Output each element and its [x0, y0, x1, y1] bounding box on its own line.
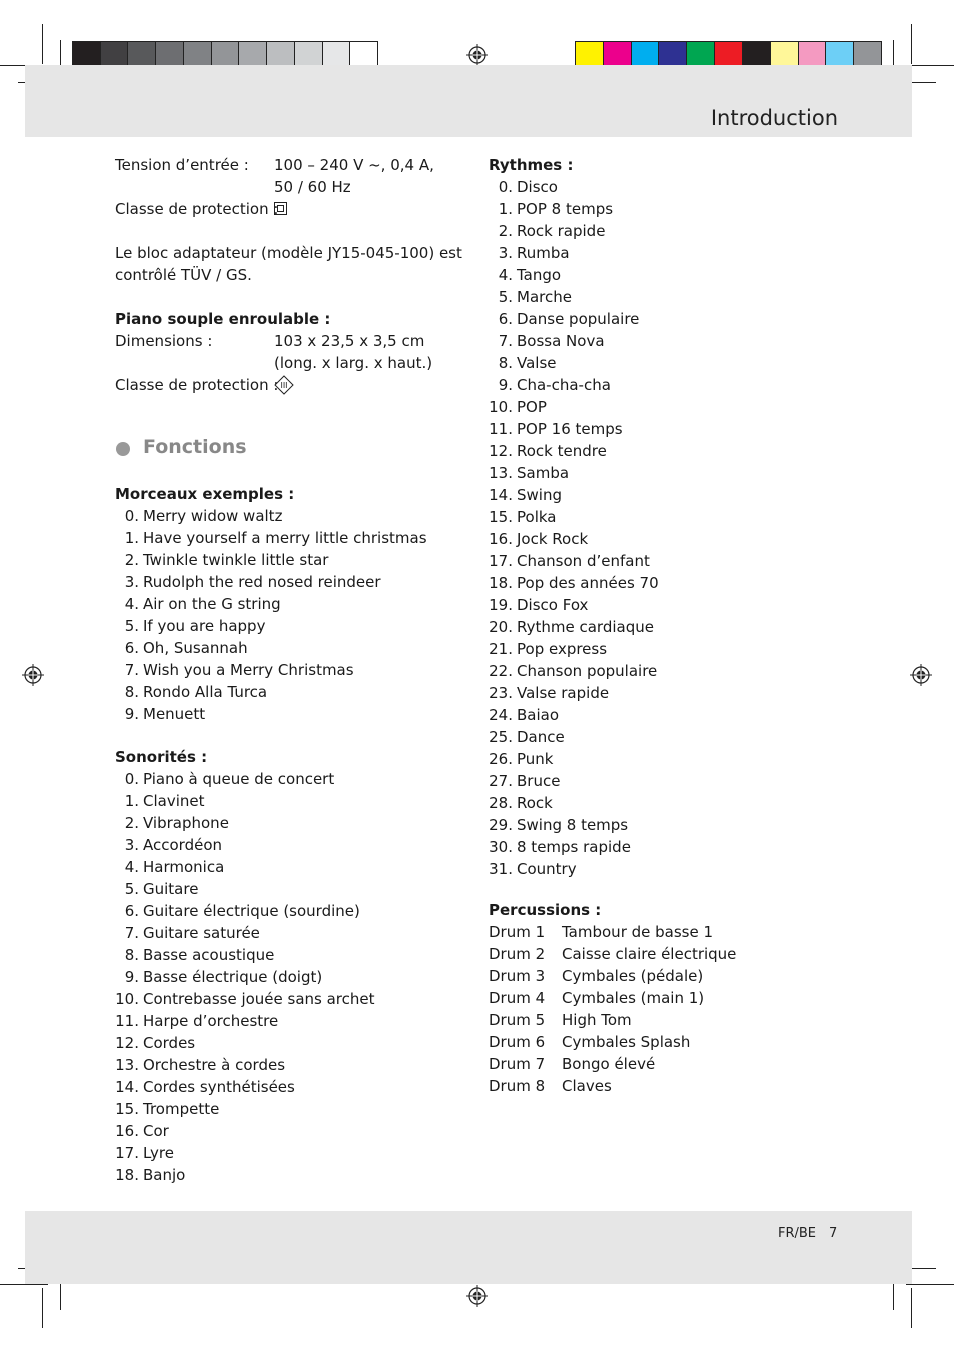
list-number: 2.: [124, 814, 139, 832]
protection-class-iii-text: III: [280, 381, 288, 390]
list-label: Clavinet: [143, 792, 205, 810]
morceau-item: [115, 637, 455, 659]
rythme-item: [489, 396, 829, 418]
list-number: 4.: [498, 266, 513, 284]
sonorite-item: [115, 922, 455, 944]
list-number: 24.: [489, 706, 513, 724]
list-number: 17.: [489, 552, 513, 570]
morceau-item: [115, 549, 455, 571]
color-swatch: [687, 42, 715, 67]
list-label: 8 temps rapide: [517, 838, 631, 856]
gray-swatch: [73, 42, 101, 67]
color-swatch: [659, 42, 687, 67]
list-label: Basse électrique (doigt): [143, 968, 323, 986]
protection-class-ii-icon: [274, 198, 287, 220]
list-number: 6.: [124, 902, 139, 920]
rythmes-heading: Rythmes :: [489, 156, 574, 174]
list-number: 11.: [115, 1012, 139, 1030]
dimensions-units: (long. x larg. x haut.): [274, 354, 433, 372]
list-number: 8.: [124, 683, 139, 701]
protection-class-label: Classe de protection :: [115, 200, 279, 218]
drum-label: Drum 5: [489, 1011, 546, 1029]
list-number: 5.: [124, 880, 139, 898]
rythme-item: [489, 858, 829, 880]
crop-mark: [0, 1284, 48, 1285]
footer-locale: FR/BE: [778, 1226, 817, 1241]
list-number: 9.: [124, 968, 139, 986]
page-number: 7: [829, 1226, 838, 1241]
crop-mark: [911, 24, 912, 64]
list-label: If you are happy: [143, 617, 266, 635]
list-number: 0.: [124, 770, 139, 788]
morceau-item: [115, 703, 455, 725]
gray-swatch: [184, 42, 212, 67]
list-label: Rock tendre: [517, 442, 607, 460]
list-number: 4.: [124, 595, 139, 613]
grayscale-color-bar: [72, 41, 378, 68]
rythme-item: [489, 264, 829, 286]
gray-swatch: [128, 42, 156, 67]
list-label: Contrebasse jouée sans archet: [143, 990, 375, 1008]
list-label: Bossa Nova: [517, 332, 605, 350]
crop-mark: [42, 1288, 43, 1328]
sonorite-item: [115, 790, 455, 812]
list-number: 27.: [489, 772, 513, 790]
list-number: 13.: [115, 1056, 139, 1074]
list-number: 23.: [489, 684, 513, 702]
rythme-item: [489, 616, 829, 638]
list-label: Rock rapide: [517, 222, 606, 240]
list-number: 7.: [498, 332, 513, 350]
color-swatch: [632, 42, 660, 67]
list-number: 0.: [124, 507, 139, 525]
section-bullet-icon: [116, 442, 130, 456]
list-number: 1.: [498, 200, 513, 218]
list-label: Harmonica: [143, 858, 225, 876]
list-label: Menuett: [143, 705, 206, 723]
sonorite-item: [115, 1032, 455, 1054]
sonorite-item: [115, 1142, 455, 1164]
morceaux-section: [115, 483, 455, 725]
list-number: 25.: [489, 728, 513, 746]
color-swatch: [576, 42, 604, 67]
percussions-heading: Percussions :: [489, 901, 602, 919]
dimensions-label: Dimensions :: [115, 332, 213, 350]
list-number: 9.: [498, 376, 513, 394]
sonorite-item: [115, 1164, 455, 1186]
sonorite-item: [115, 1076, 455, 1098]
list-number: 1.: [124, 792, 139, 810]
drum-sound: Cymbales Splash: [562, 1033, 691, 1051]
rythme-item: [489, 814, 829, 836]
list-number: 5.: [498, 288, 513, 306]
list-label: Samba: [517, 464, 570, 482]
sonorite-item: [115, 878, 455, 900]
protection-class-iii-icon: [274, 375, 294, 401]
drum-label: Drum 4: [489, 989, 546, 1007]
dimensions-value: 103 x 23,5 x 3,5 cm: [274, 332, 425, 350]
list-label: Vibraphone: [143, 814, 229, 832]
list-label: Disco Fox: [517, 596, 589, 614]
tension-value: 100 – 240 V ~, 0,4 A,: [274, 156, 434, 174]
percussion-item: [489, 1053, 829, 1075]
list-number: 3.: [498, 244, 513, 262]
rythme-item: [489, 506, 829, 528]
rythme-item: [489, 462, 829, 484]
list-label: Swing: [517, 486, 562, 504]
list-label: Disco: [517, 178, 558, 196]
list-number: 28.: [489, 794, 513, 812]
list-label: Chanson populaire: [517, 662, 658, 680]
list-number: 7.: [124, 924, 139, 942]
color-swatch: [799, 42, 827, 67]
morceau-item: [115, 681, 455, 703]
percussion-item: [489, 1075, 829, 1097]
sonorite-item: [115, 834, 455, 856]
drum-label: Drum 3: [489, 967, 546, 985]
list-number: 13.: [489, 464, 513, 482]
list-number: 16.: [489, 530, 513, 548]
list-label: Wish you a Merry Christmas: [143, 661, 354, 679]
drum-label: Drum 2: [489, 945, 546, 963]
gray-swatch: [239, 42, 267, 67]
rythme-item: [489, 308, 829, 330]
rythme-item: [489, 572, 829, 594]
sonorite-item: [115, 856, 455, 878]
rythme-item: [489, 374, 829, 396]
percussion-item: [489, 987, 829, 1009]
list-number: 5.: [124, 617, 139, 635]
registration-mark-icon: [22, 664, 44, 686]
list-label: Rondo Alla Turca: [143, 683, 268, 701]
list-label: Dance: [517, 728, 565, 746]
drum-sound: Cymbales (main 1): [562, 989, 705, 1007]
list-number: 22.: [489, 662, 513, 680]
list-label: Banjo: [143, 1166, 186, 1184]
rythme-item: [489, 726, 829, 748]
list-number: 11.: [489, 420, 513, 438]
morceau-item: [115, 615, 455, 637]
drum-sound: Cymbales (pédale): [562, 967, 704, 985]
list-number: 8.: [498, 354, 513, 372]
drum-sound: Caisse claire électrique: [562, 945, 737, 963]
crop-mark: [906, 65, 954, 66]
sonorite-item: [115, 812, 455, 834]
gray-swatch: [295, 42, 323, 67]
list-number: 7.: [124, 661, 139, 679]
rythme-item: [489, 176, 829, 198]
rythme-item: [489, 330, 829, 352]
list-number: 10.: [115, 990, 139, 1008]
list-label: Trompette: [143, 1100, 220, 1118]
list-number: 18.: [115, 1166, 139, 1184]
list-label: Guitare: [143, 880, 199, 898]
list-number: 29.: [489, 816, 513, 834]
list-number: 8.: [124, 946, 139, 964]
list-label: Pop des années 70: [517, 574, 659, 592]
list-number: 0.: [498, 178, 513, 196]
list-label: POP 8 temps: [517, 200, 614, 218]
rythme-item: [489, 770, 829, 792]
crop-mark: [911, 1288, 912, 1328]
color-swatch: [826, 42, 854, 67]
list-label: Guitare saturée: [143, 924, 260, 942]
rythme-item: [489, 418, 829, 440]
list-number: 4.: [124, 858, 139, 876]
page-title: Introduction: [710, 106, 838, 130]
list-number: 3.: [124, 573, 139, 591]
sonorites-heading: Sonorités :: [115, 748, 208, 766]
list-label: Chanson d’enfant: [517, 552, 650, 570]
drum-sound: High Tom: [562, 1011, 632, 1029]
list-number: 1.: [124, 529, 139, 547]
drum-sound: Claves: [562, 1077, 612, 1095]
sonorite-item: [115, 1054, 455, 1076]
adapter-note-line: Le bloc adaptateur (modèle JY15-045-100) est: [115, 244, 462, 262]
drum-label: Drum 7: [489, 1055, 546, 1073]
list-number: 18.: [489, 574, 513, 592]
morceau-item: [115, 659, 455, 681]
list-number: 10.: [489, 398, 513, 416]
drum-label: Drum 1: [489, 923, 546, 941]
specs-block: [115, 154, 462, 396]
percussion-item: [489, 965, 829, 987]
rythme-item: [489, 704, 829, 726]
morceaux-heading: Morceaux exemples :: [115, 485, 295, 503]
sonorite-item: [115, 1098, 455, 1120]
color-swatch: [604, 42, 632, 67]
protection-class-label: Classe de protection :: [115, 376, 279, 394]
drum-label: Drum 6: [489, 1033, 546, 1051]
list-label: Oh, Susannah: [143, 639, 248, 657]
list-label: Merry widow waltz: [143, 507, 283, 525]
list-label: Rythme cardiaque: [517, 618, 654, 636]
gray-swatch: [212, 42, 240, 67]
list-label: Baiao: [517, 706, 560, 724]
list-label: Pop express: [517, 640, 608, 658]
list-label: Swing 8 temps: [517, 816, 629, 834]
list-label: Basse acoustique: [143, 946, 275, 964]
drum-sound: Bongo élevé: [562, 1055, 656, 1073]
sonorite-item: [115, 988, 455, 1010]
list-label: Cordes: [143, 1034, 196, 1052]
frequency-value: 50 / 60 Hz: [274, 178, 351, 196]
morceau-item: [115, 527, 455, 549]
sonorites-section: [115, 746, 455, 1186]
color-swatch: [743, 42, 771, 67]
list-label: Country: [517, 860, 577, 878]
crop-mark: [42, 24, 43, 64]
list-label: Have yourself a merry little christmas: [143, 529, 427, 547]
drum-sound: Tambour de basse 1: [562, 923, 714, 941]
list-label: Marche: [517, 288, 572, 306]
rythme-item: [489, 836, 829, 858]
list-label: Valse: [517, 354, 557, 372]
registration-mark-icon: [910, 664, 932, 686]
rythme-item: [489, 286, 829, 308]
piano-heading: Piano souple enroulable :: [115, 310, 331, 328]
list-label: Jock Rock: [517, 530, 589, 548]
footer-band: [25, 1211, 912, 1284]
list-label: Rock: [517, 794, 553, 812]
rythme-item: [489, 660, 829, 682]
morceau-item: [115, 571, 455, 593]
rythme-item: [489, 352, 829, 374]
percussion-item: [489, 921, 829, 943]
list-number: 6.: [124, 639, 139, 657]
list-number: 30.: [489, 838, 513, 856]
list-label: Cha-cha-cha: [517, 376, 611, 394]
adapter-note-line: contrôlé TÜV / GS.: [115, 266, 252, 284]
rythme-item: [489, 220, 829, 242]
color-swatch: [771, 42, 799, 67]
list-label: Rudolph the red nosed reindeer: [143, 573, 381, 591]
list-number: 15.: [489, 508, 513, 526]
rythme-item: [489, 242, 829, 264]
rythme-item: [489, 484, 829, 506]
rythme-item: [489, 748, 829, 770]
rythme-item: [489, 594, 829, 616]
list-number: 19.: [489, 596, 513, 614]
morceau-item: [115, 593, 455, 615]
sonorite-item: [115, 768, 455, 790]
list-label: Punk: [517, 750, 554, 768]
list-number: 26.: [489, 750, 513, 768]
list-number: 15.: [115, 1100, 139, 1118]
rythme-item: [489, 528, 829, 550]
sonorite-item: [115, 1010, 455, 1032]
color-swatch: [715, 42, 743, 67]
list-label: Accordéon: [143, 836, 223, 854]
list-label: Harpe d’orchestre: [143, 1012, 279, 1030]
rythmes-section: [489, 154, 829, 880]
gray-swatch: [156, 42, 184, 67]
morceau-item: [115, 505, 455, 527]
list-number: 12.: [489, 442, 513, 460]
percussion-item: [489, 1009, 829, 1031]
list-label: Tango: [517, 266, 562, 284]
list-number: 2.: [124, 551, 139, 569]
rythme-item: [489, 638, 829, 660]
rythme-item: [489, 682, 829, 704]
list-label: Valse rapide: [517, 684, 610, 702]
list-label: Air on the G string: [143, 595, 281, 613]
list-number: 31.: [489, 860, 513, 878]
sonorite-item: [115, 944, 455, 966]
color-swatch: [854, 42, 881, 67]
list-label: Rumba: [517, 244, 570, 262]
list-label: Guitare électrique (sourdine): [143, 902, 360, 920]
list-number: 9.: [124, 705, 139, 723]
rythme-item: [489, 198, 829, 220]
fonctions-heading: Fonctions: [143, 436, 247, 458]
list-number: 16.: [115, 1122, 139, 1140]
list-number: 17.: [115, 1144, 139, 1162]
gray-swatch: [101, 42, 129, 67]
list-number: 14.: [489, 486, 513, 504]
list-label: Polka: [517, 508, 557, 526]
list-number: 14.: [115, 1078, 139, 1096]
rythme-item: [489, 550, 829, 572]
list-number: 6.: [498, 310, 513, 328]
gray-swatch: [350, 42, 377, 67]
list-number: 12.: [115, 1034, 139, 1052]
percussions-section: [489, 899, 829, 1097]
crop-mark: [906, 1284, 954, 1285]
list-number: 21.: [489, 640, 513, 658]
list-label: Cor: [143, 1122, 169, 1140]
list-label: Piano à queue de concert: [143, 770, 335, 788]
list-number: 2.: [498, 222, 513, 240]
list-label: Cordes synthétisées: [143, 1078, 295, 1096]
list-label: Bruce: [517, 772, 561, 790]
percussion-item: [489, 943, 829, 965]
gray-swatch: [267, 42, 295, 67]
tension-label: Tension d’entrée :: [115, 156, 249, 174]
percussion-item: [489, 1031, 829, 1053]
list-label: POP 16 temps: [517, 420, 623, 438]
list-label: Lyre: [143, 1144, 174, 1162]
gray-swatch: [323, 42, 351, 67]
list-number: 20.: [489, 618, 513, 636]
rythme-item: [489, 792, 829, 814]
list-label: Orchestre à cordes: [143, 1056, 286, 1074]
drum-label: Drum 8: [489, 1077, 546, 1095]
sonorite-item: [115, 900, 455, 922]
sonorite-item: [115, 966, 455, 988]
list-label: POP: [517, 398, 547, 416]
process-color-bar: [575, 41, 882, 68]
registration-mark-icon: [466, 44, 488, 66]
list-label: Twinkle twinkle little star: [143, 551, 329, 569]
list-number: 3.: [124, 836, 139, 854]
list-label: Danse populaire: [517, 310, 640, 328]
rythme-item: [489, 440, 829, 462]
registration-mark-icon: [466, 1285, 488, 1307]
sonorite-item: [115, 1120, 455, 1142]
